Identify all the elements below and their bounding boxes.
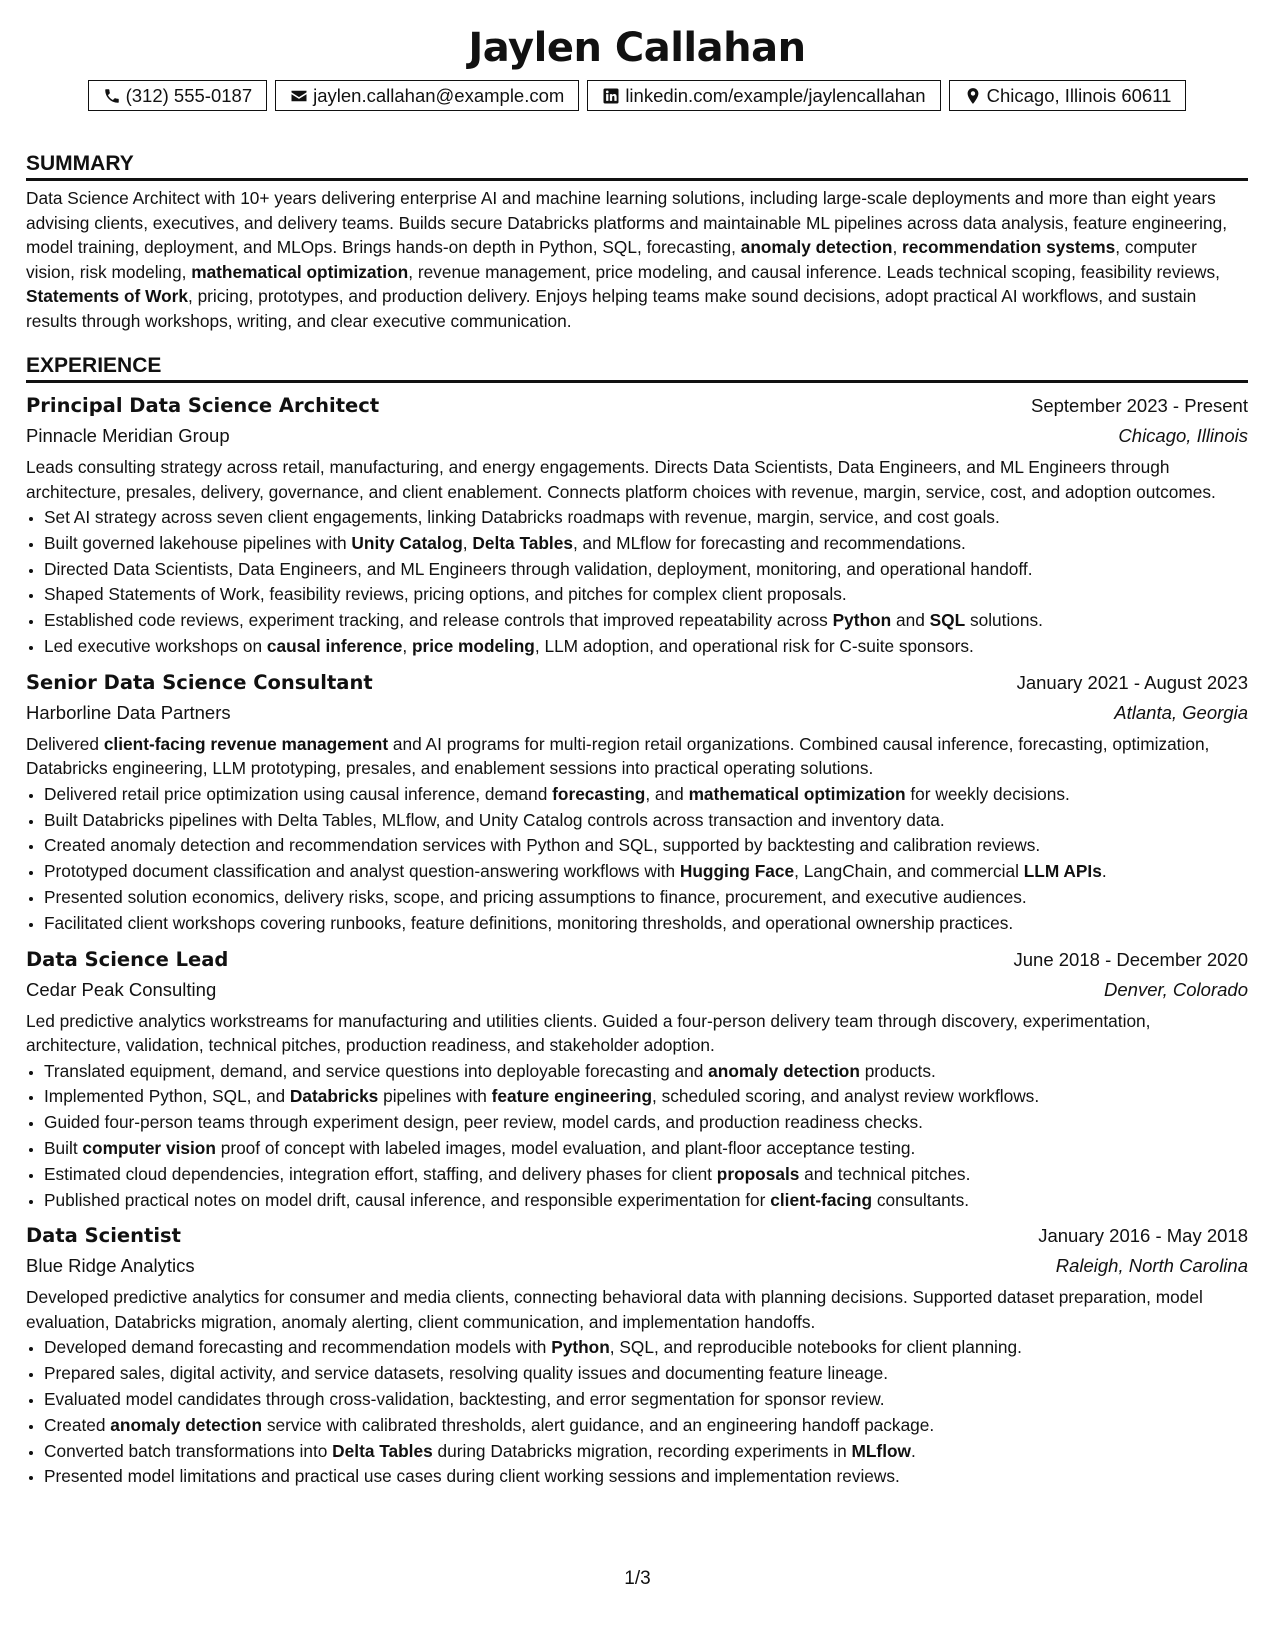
emphasis-text: client-facing (770, 1189, 873, 1210)
contact-location-text: Chicago, Illinois 60611 (986, 84, 1172, 106)
job-title: Principal Data Science Architect (26, 394, 380, 417)
job-entry (26, 668, 1248, 937)
job-bullet: • Set AI strategy across seven client engagements, linking Databricks roadmaps with revenue, margin, service, and cost goals. (44, 505, 1248, 531)
job-dates: January 2021 - August 2023 (1016, 671, 1248, 693)
job-title: Senior Data Science Consultant (26, 670, 373, 694)
job-bullet: • Converted batch transformations into Delta Tables during Databricks migration, recording experiments in MLflow. (44, 1439, 1248, 1465)
job-bullet: • Published practical notes on model drift, causal inference, and responsible experimentation for client-facing consultants. (44, 1188, 1248, 1214)
emphasis-text: anomaly detection (708, 1060, 860, 1081)
job-bullet: • Implemented Python, SQL, and Databricks pipelines with feature engineering, scheduled scoring, and analyst review workflows. (44, 1084, 1248, 1110)
job-bullet: • Created anomaly detection and recommendation services with Python and SQL, supported by backtesting and calibration reviews. (44, 833, 1248, 859)
contact-email[interactable] (275, 80, 579, 111)
job-bullet: • Delivered retail price optimization using causal inference, demand forecasting, and mathematical optimization for weekly decisions. (44, 782, 1248, 808)
emphasis-text: mathematical optimization (688, 783, 906, 804)
contact-phone[interactable] (88, 80, 268, 111)
job-bullet: • Prepared sales, digital activity, and service datasets, resolving quality issues and documenting feature lineage. (44, 1361, 1248, 1387)
job-bullet: • Translated equipment, demand, and service questions into deployable forecasting and anomaly detection products. (44, 1059, 1248, 1085)
summary-heading: SUMMARY (26, 151, 1248, 181)
job-bullet: • Evaluated model candidates through cross-validation, backtesting, and error segmentation for sponsor review. (44, 1387, 1248, 1413)
job-bullets (26, 505, 1248, 660)
job-bullet: • Guided four-person teams through experiment design, peer review, model cards, and production readiness checks. (44, 1110, 1248, 1136)
emphasis-text: computer vision (82, 1137, 216, 1158)
job-location: Denver, Colorado (1104, 978, 1248, 1000)
map-pin-icon (964, 87, 982, 105)
experience-heading: EXPERIENCE (26, 353, 1248, 383)
job-entry (26, 1221, 1248, 1490)
job-bullet: • Prototyped document classification and analyst question-answering workflows with Hugging Face, LangChain, and commercial LLM APIs. (44, 859, 1248, 885)
contact-phone-text: (312) 555-0187 (125, 84, 253, 106)
job-company: Pinnacle Meridian Group (26, 425, 230, 446)
job-bullet: • Built governed lakehouse pipelines with Unity Catalog, Delta Tables, and MLflow for forecasting and recommendations. (44, 531, 1248, 557)
emphasis-text: proposals (716, 1163, 800, 1184)
emphasis-text: feature engineering (491, 1086, 653, 1107)
experience-list (26, 391, 1248, 1490)
job-bullet: • Built Databricks pipelines with Delta Tables, MLflow, and Unity Catalog controls across transaction and inventory data. (44, 808, 1248, 834)
job-dates: September 2023 - Present (1031, 395, 1248, 416)
job-summary: Led predictive analytics workstreams for manufacturing and utilities clients. Guided a four-person delivery team through discovery, experimentation, architecture, validation, technical pitches, production readiness, and stakeholder adoption. (26, 1010, 1151, 1056)
job-bullet: • Established code reviews, experiment tracking, and release controls that improved repeatability across Python and SQL solutions. (44, 608, 1248, 634)
emphasis-text: price modeling (411, 635, 535, 656)
job-bullet: • Built computer vision proof of concept with labeled images, model evaluation, and plant-floor acceptance testing. (44, 1136, 1248, 1162)
resume-page (26, 0, 1248, 1490)
job-location: Chicago, Illinois (1118, 425, 1248, 446)
job-bullet: • Shaped Statements of Work, feasibility reviews, pricing options, and pitches for complex client proposals. (44, 582, 1248, 608)
emphasis-text: mathematical optimization (191, 261, 409, 282)
job-summary: Developed predictive analytics for consumer and media clients, connecting behavioral data with planning decisions. Supported dataset preparation, model evaluation, Databricks migration, anomaly alerting, client communication, and implementation handoffs. (26, 1287, 1203, 1332)
emphasis-text: causal inference (266, 635, 403, 656)
job-bullets (26, 1335, 1248, 1490)
emphasis-text: forecasting (552, 783, 646, 804)
job-dates: June 2018 - December 2020 (1013, 948, 1248, 970)
job-company: Harborline Data Partners (26, 701, 231, 723)
linkedin-icon (602, 87, 620, 105)
phone-icon (103, 87, 121, 105)
emphasis-text: Unity Catalog (351, 532, 463, 553)
job-bullet: • Developed demand forecasting and recommendation models with Python, SQL, and reproducible notebooks for client planning. (44, 1335, 1248, 1361)
page-number: 1/3 (624, 1568, 651, 1589)
job-bullet: • Directed Data Scientists, Data Engineers, and ML Engineers through validation, deployment, monitoring, and operational handoff. (44, 557, 1248, 583)
emphasis-text: MLflow (851, 1440, 911, 1461)
job-bullet: • Led executive workshops on causal inference, price modeling, LLM adoption, and operational risk for C-suite sponsors. (44, 634, 1248, 660)
emphasis-text: anomaly detection (740, 237, 893, 257)
contact-linkedin[interactable] (587, 80, 940, 111)
contact-bar (26, 80, 1248, 111)
job-entry (26, 391, 1248, 660)
job-title: Data Scientist (26, 1224, 181, 1248)
emphasis-text: Delta Tables (472, 532, 573, 553)
emphasis-text: Statements of Work (26, 286, 188, 306)
job-bullet: • Presented solution economics, delivery risks, scope, and pricing assumptions to finance, procurement, and executive audiences. (44, 885, 1248, 911)
emphasis-text: recommendation systems (902, 237, 1116, 257)
emphasis-text: Python (551, 1337, 610, 1358)
job-location: Atlanta, Georgia (1114, 701, 1248, 723)
job-company: Cedar Peak Consulting (26, 978, 217, 1000)
emphasis-text: Delta Tables (332, 1440, 433, 1461)
job-bullet: • Facilitated client workshops covering runbooks, feature definitions, monitoring thresholds, and operational ownership practices. (44, 911, 1248, 937)
emphasis-text: Databricks (289, 1086, 379, 1107)
job-company: Blue Ridge Analytics (26, 1255, 195, 1277)
envelope-icon (290, 87, 308, 105)
contact-email-text: jaylen.callahan@example.com (313, 84, 565, 106)
emphasis-text: client-facing revenue management (103, 733, 389, 754)
emphasis-text: Hugging Face (679, 861, 795, 882)
job-location: Raleigh, North Carolina (1055, 1255, 1248, 1277)
emphasis-text: anomaly detection (110, 1414, 263, 1435)
job-title: Data Science Lead (26, 947, 229, 971)
job-dates: January 2016 - May 2018 (1038, 1225, 1248, 1247)
emphasis-text: Python (832, 610, 892, 631)
summary-text: Data Science Architect with 10+ years delivering enterprise AI and machine learning solutions, including large-scale deployments and more than eight years advising clients, executives, and delivery teams. Builds secure Databricks platforms and maintainable ML pipelines across data analysis, feature engineering, model training, deployment, and MLOps. Brings hands-on depth in Python, SQL, forecasting, anomaly detection, recommendation systems, computer vision, risk modeling, mathematical optimization, revenue management, price modeling, and causal inference. Leads technical scoping, feasibility reviews, Statements of Work, pricing, prototypes, and production delivery. Enjoys helping teams make sound decisions, adopt practical AI workflows, and sustain results through workshops, writing, and clear executive communication. (26, 188, 1228, 331)
job-bullet: • Created anomaly detection service with calibrated thresholds, alert guidance, and an engineering handoff package. (44, 1413, 1248, 1439)
job-summary: Leads consulting strategy across retail, manufacturing, and energy engagements. Directs Data Scientists, Data Engineers, and ML Engineers through architecture, presales, delivery, governance, and client enablement. Connects platform choices with revenue, margin, service, cost, and adoption outcomes. (26, 457, 1216, 502)
contact-location (949, 80, 1187, 111)
job-summary: Delivered client-facing revenue management and AI programs for multi-region retail organizations. Combined causal inference, forecasting, optimization, Databricks engineering, LLM prototyping, presales, and enablement sessions into practical operating solutions. (26, 733, 1210, 779)
emphasis-text: SQL (929, 610, 966, 631)
job-bullet: • Presented model limitations and practical use cases during client working sessions and implementation reviews. (44, 1464, 1248, 1490)
candidate-name: Jaylen Callahan (468, 25, 806, 71)
job-bullets (26, 782, 1248, 937)
job-entry (26, 945, 1248, 1214)
job-bullets (26, 1059, 1248, 1214)
contact-linkedin-text: linkedin.com/example/jaylencallahan (625, 84, 926, 106)
emphasis-text: LLM APIs (1023, 861, 1102, 882)
job-bullet: • Estimated cloud dependencies, integration effort, staffing, and delivery phases for client proposals and technical pitches. (44, 1162, 1248, 1188)
